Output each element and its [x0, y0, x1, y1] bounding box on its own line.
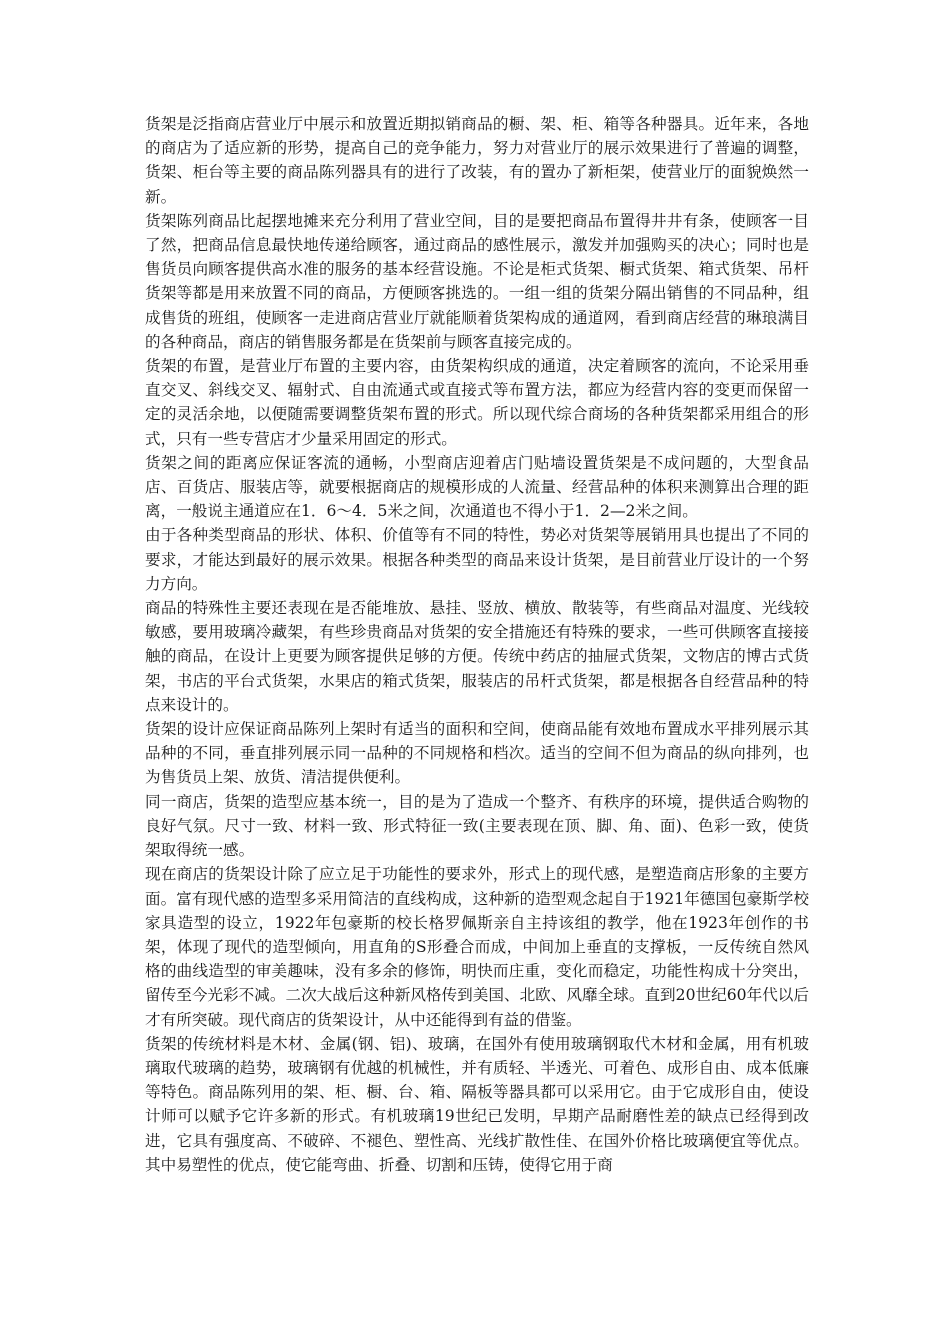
- paragraph-2: 货架陈列商品比起摆地摊来充分利用了营业空间，目的是要把商品布置得井井有条，使顾客一目了然，把商品信息最快地传递给顾客，通过商品的感性展示，激发并加强购买的决心；同时也是售货员向顾客提供高水准的服务的基本经营设施。不论是柜式货架、橱式货架、箱式货架、吊杆货架等都是用来放置不同的商品，方便顾客挑选的。一组一组的货架分隔出销售的不同品种，组成售货的班组，使顾客一走进商店营业厅就能顺着货架构成的通道网，看到商店经营的琳琅满目的各种商品，商店的销售服务都是在货架前与顾客直接完成的。: [145, 211, 809, 351]
- paragraph-8: 同一商店，货架的造型应基本统一，目的是为了造成一个整齐、有秩序的环境，提供适合购物的良好气氛。尺寸一致、材料一致、形式特征一致(主要表现在顶、脚、角、面)、色彩一致，使货架取得统一感。: [145, 792, 809, 860]
- paragraph-1: 货架是泛指商店营业厅中展示和放置近期拟销商品的橱、架、柜、箱等各种器具。近年来，各地的商店为了适应新的形势，提高自己的竞争能力，努力对营业厅的展示效果进行了普遍的调整，货架、柜台等主要的商品陈列器具有的进行了改装，有的置办了新柜架，使营业厅的面貌焕然一新。: [145, 115, 809, 206]
- paragraph-5: 由于各种类型商品的形状、体积、价值等有不同的特性，势必对货架等展销用具也提出了不同的要求，才能达到最好的展示效果。根据各种类型的商品来设计货架，是目前营业厅设计的一个努力方向。: [145, 526, 809, 593]
- paragraph-7: 货架的设计应保证商品陈列上架时有适当的面积和空间，使商品能有效地布置成水平排列展示其品种的不同，垂直排列展示同一品种的不同规格和档次。适当的空间不但为商品的纵向排列，也为售货员上架、放货、清洁提供便利。: [145, 720, 809, 787]
- paragraph-3: 货架的布置，是营业厅布置的主要内容，由货架构织成的通道，决定着顾客的流向，不论采用垂直交叉、斜线交叉、辐射式、自由流通式或直接式等布置方法，都应为经营内容的变更而保留一定的灵活余地，以便随需要调整货架布置的形式。所以现代综合商场的各种货架都采用组合的形式，只有一些专营店才少量采用固定的形式。: [145, 357, 809, 448]
- paragraph-4: 货架之间的距离应保证客流的通畅，小型商店迎着店门贴墙设置货架是不成问题的，大型食品店、百货店、服装店等，就要根据商店的规模形成的人流量、经营品种的体积来测算出合理的距离，一般说主通道应在1．6～4．5米之间，次通道也不得小于1．2—2米之间。: [145, 453, 809, 521]
- document-body: [145, 112, 809, 1177]
- paragraph-9: 现在商店的货架设计除了应立足于功能性的要求外，形式上的现代感，是塑造商店形象的主要方面。富有现代感的造型多采用简洁的直线构成，这种新的造型观念起自于1921年德国包豪斯学校家具造型的设立，1922年包豪斯的校长格罗佩斯亲自主持该组的教学，他在1923年创作的书架，体现了现代的造型倾向，用直角的S形叠合而成，中间加上垂直的支撑板，一反传统自然风格的曲线造型的审美趣味，没有多余的修饰，明快而庄重，变化而稳定，功能性构成十分突出，留传至今光彩不减。二次大战后这种新风格传到美国、北欧、风靡全球。直到20世纪60年代以后才有所突破。现代商店的货架设计，从中还能得到有益的借鉴。: [145, 865, 809, 1029]
- paragraph-10: 货架的传统材料是木材、金属(钢、铝)、玻璃，在国外有使用玻璃钢取代木材和金属，用有机玻璃取代玻璃的趋势，玻璃钢有优越的机械性，并有质轻、半透光、可着色、成形自由、成本低廉等特色。商品陈列用的架、柜、橱、台、箱、隔板等器具都可以采用它。由于它成形自由，使设计师可以赋予它许多新的形式。有机玻璃19世纪已发明，早期产品耐磨性差的缺点已经得到改进，它具有强度高、不破碎、不褪色、塑性高、光线扩散性佳、在国外价格比玻璃便宜等优点。其中易塑性的优点，使它能弯曲、折叠、切割和压铸，使得它用于商: [145, 1034, 809, 1174]
- paragraph-6: 商品的特殊性主要还表现在是否能堆放、悬挂、竖放、横放、散装等，有些商品对温度、光线较敏感，要用玻璃冷藏架，有些珍贵商品对货架的安全措施还有特殊的要求，一些可供顾客直接接触的商品，在设计上更要为顾客提供足够的方便。传统中药店的抽屉式货架，文物店的博古式货架，书店的平台式货架，水果店的箱式货架，服装店的吊杆式货架，都是根据各自经营品种的特点来设计的。: [145, 599, 809, 714]
